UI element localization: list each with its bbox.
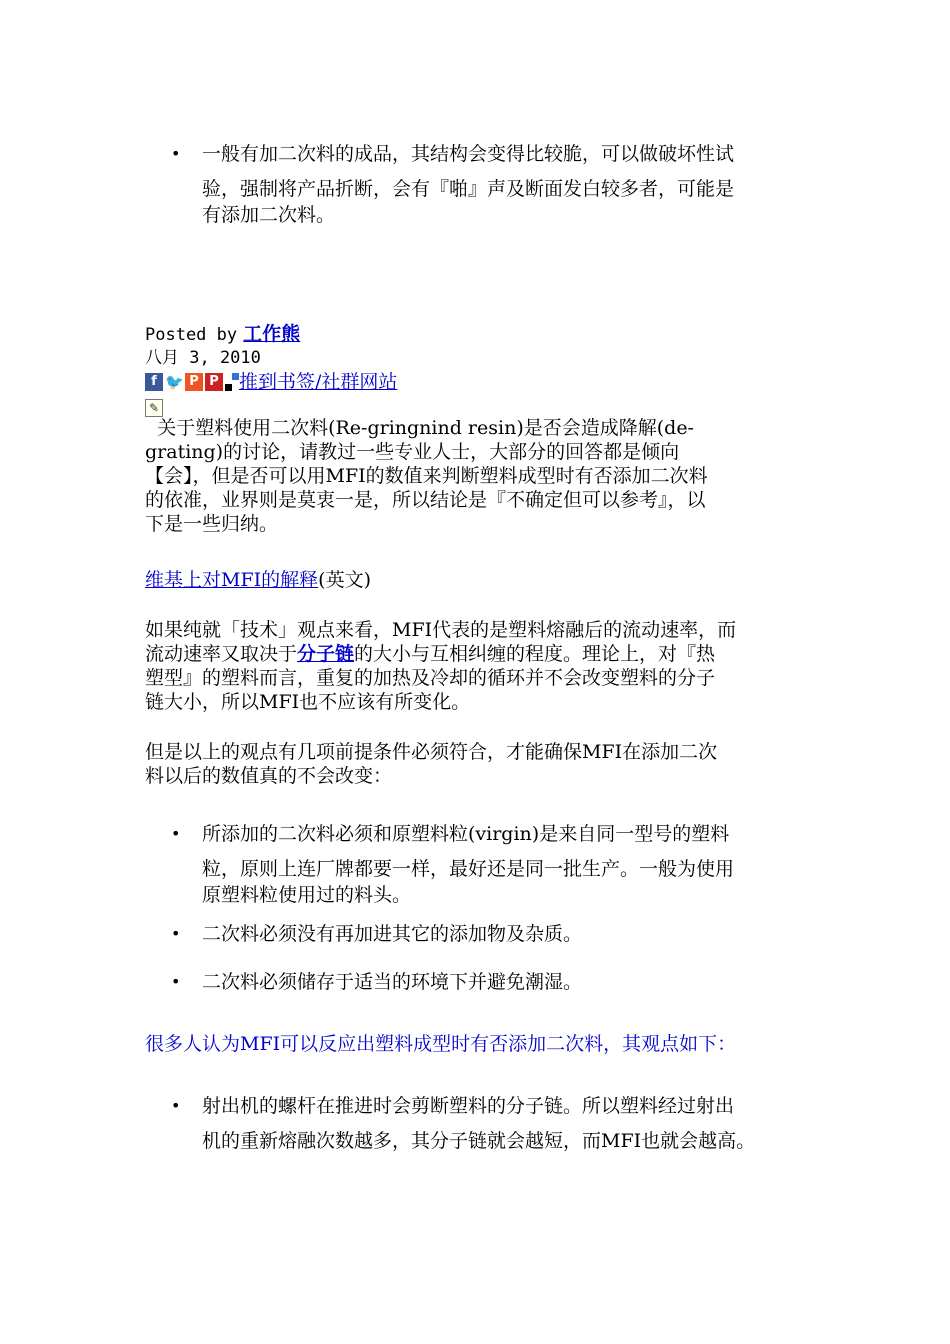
conditions-list xyxy=(145,816,825,1000)
bullet-line: 一般有加二次料的成品，其结构会变得比较脆，可以做破坏性试 xyxy=(202,143,735,165)
post-meta xyxy=(145,322,795,416)
bullet-line: 二次料必须没有再加进其它的添加物及杂质。 xyxy=(202,923,583,945)
section-heading: 很多人认为MFI可以反应出塑料成型时有否添加二次料，其观点如下： xyxy=(145,1033,737,1055)
bullet-line: 机的重新熔融次数越多，其分子链就会越短，而MFI也就会越高。 xyxy=(202,1130,756,1152)
paragraph-line: 链大小，所以MFI也不应该有所变化。 xyxy=(145,691,471,713)
bullet-line: 有添加二次料。 xyxy=(202,204,336,226)
bullet-line: 粒，原则上连厂牌都要一样，最好还是同一批生产。一般为使用 xyxy=(202,858,735,880)
posted-by-label: Posted by xyxy=(145,325,238,345)
molecular-chain-link[interactable]: 分子链 xyxy=(297,643,355,665)
paragraph-line: 但是以上的观点有几项前提条件必须符合，才能确保MFI在添加二次 xyxy=(145,741,718,763)
bullet-line: 二次料必须储存于适当的环境下并避免潮湿。 xyxy=(202,971,583,993)
edit-icon[interactable]: ✎ xyxy=(145,399,163,417)
list-item xyxy=(145,916,825,952)
list-item xyxy=(145,1088,825,1154)
bullet-line: 验，强制将产品折断，会有『啪』声及断面发白较多者，可能是 xyxy=(202,178,735,200)
share-bar xyxy=(145,370,795,394)
list-item xyxy=(145,136,825,228)
intro-line: grating)的讨论，请教过一些专业人士，大部分的回答都是倾向 xyxy=(145,441,680,463)
author-link[interactable]: 工作熊 xyxy=(243,323,301,345)
wiki-reference xyxy=(145,568,795,592)
bullet-line: 射出机的螺杆在推进时会剪断塑料的分子链。所以塑料经过射出 xyxy=(202,1095,735,1117)
mfi-explanation-paragraph xyxy=(145,618,795,714)
list-item xyxy=(145,964,825,1000)
delicious-icon[interactable] xyxy=(225,373,239,391)
facebook-icon[interactable]: f xyxy=(145,373,163,391)
conditions-intro-paragraph xyxy=(145,740,795,788)
pinterest-icon[interactable]: P xyxy=(205,373,223,391)
share-icons xyxy=(145,373,239,391)
paragraph-line: 塑型』的塑料而言，重复的加热及冷却的循环并不会改变塑料的分子 xyxy=(145,667,716,689)
bullet-line: 原塑料粒使用过的料头。 xyxy=(202,884,412,906)
paragraph-line: 料以后的数值真的不会改变： xyxy=(145,765,393,787)
post-date: 八月 3, 2010 xyxy=(145,348,261,368)
twitter-icon[interactable]: 🐦 xyxy=(165,373,184,391)
list-item xyxy=(145,816,825,908)
bullet-line: 所添加的二次料必须和原塑料粒(virgin)是来自同一型号的塑料 xyxy=(202,823,730,845)
paragraph-line: 的大小与互相纠缠的程度。理论上，对『热 xyxy=(354,643,716,665)
intro-line: 关于塑料使用二次料(Re-gringnind resin)是否会造成降解(de- xyxy=(145,417,694,439)
wiki-suffix: (英文) xyxy=(318,569,371,591)
paragraph-line: 流动速率又取决于 xyxy=(145,643,298,665)
plurk-icon[interactable]: P xyxy=(185,373,203,391)
intro-line: 【会】，但是否可以用MFI的数值来判断塑料成型时有否添加二次料 xyxy=(145,465,708,487)
intro-line: 的依准，业界则是莫衷一是，所以结论是『不确定但可以参考』，以 xyxy=(145,489,706,511)
top-bullet-list xyxy=(145,136,825,228)
intro-line: 下是一些归纳。 xyxy=(145,513,279,535)
wiki-mfi-link[interactable]: 维基上对MFI的解释 xyxy=(145,569,319,591)
views-list xyxy=(145,1088,825,1154)
paragraph-line: 如果纯就「技术」观点来看，MFI代表的是塑料熔融后的流动速率，而 xyxy=(145,619,737,641)
share-bookmark-link[interactable]: 推到书签/社群网站 xyxy=(239,371,398,393)
intro-paragraph xyxy=(145,416,795,536)
